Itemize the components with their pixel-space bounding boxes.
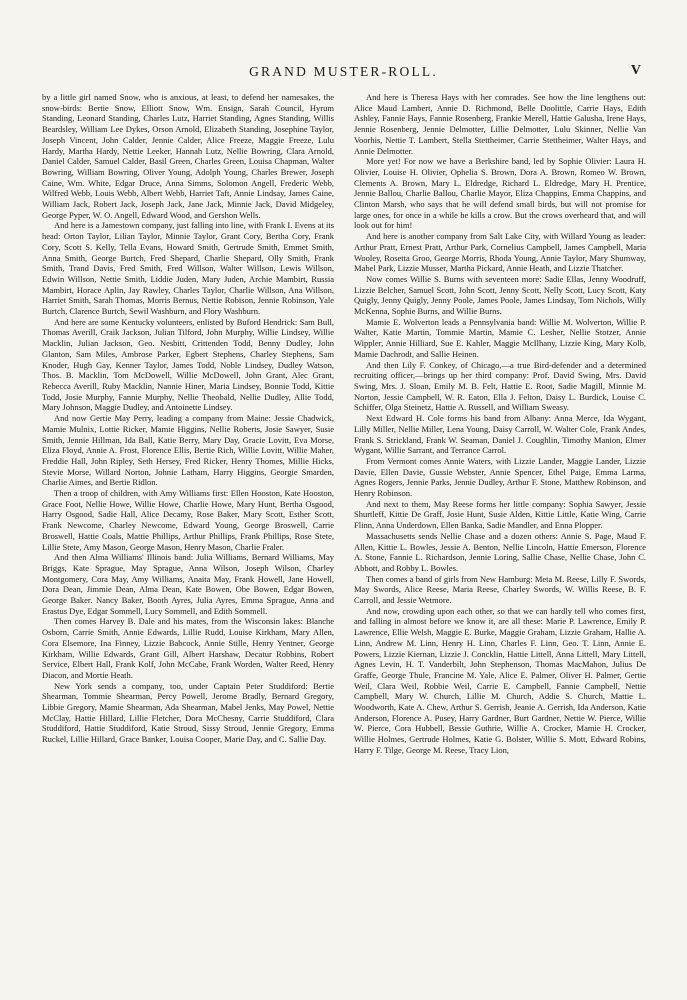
paragraph: Then a troop of children, with Amy Williams first: Ellen Hooston, Kate Hooston, Grace Foot, Nellie Howe, Willie Howe, Charlie Howe, Mary Hunt, Bertha Osgood, Harry Osgood, Sadie Hall, Alice Decamy, Rose Baker, Mary Scott, Esther Scott, Frank Newcome, Charley Newcome, Edward Young, George Broswell, Carrie Broswell, Hattie Coals, Mattie Phillips, Arthur Phillips, Frank Phillips, Rose Stete, Lillie Stete, Amy Mason, George Mason, Henry Mason, Charlie Fraler. bbox=[42, 488, 334, 552]
paragraph: by a little girl named Snow, who is anxious, at least, to defend her namesakes, the snow-birds: Bertie Snow, Elliott Snow, Wm. Ensign, Sarah Council, Hyrum Standing, Leonard Standing, Charles Lutz, Harriet Standing, Agnes Standing, Willis Beardsley, William Lee Dykes, Orson Arnold, Elizabeth Standing, Josephine Taylor, Joseph Vincent, John Calder, Jennie Calder, Alice Freeze, Maggie Freeze, Lulu Hardy, Martha Hardy, Nettie Leeker, Hannah Lutz, Nellie Bowring, Clara Arnold, Daniel Calder, Samuel Calder, Basil Green, Charles Green, Louisa Chapman, Walter Bowring, William Bowring, Oliver Young, Adolph Young, Charles Brewer, Joseph Caine, Wm. White, Edgar Druce, Anna Simms, Solomon Angell, Frederic Webb, Wilfred Webb, Louis Webb, Albert Webb, Harriet Taft, Annie Lindsay, James Caine, William Jack, Robert Jack, Joseph Jack, Jane Jack, Minnie Jack, David Midgeley, George Pyper, W. O. Angell, Edward Wood, and Gershon Wells. bbox=[42, 92, 334, 220]
paragraph: Then comes Harvey B. Dale and his mates, from the Wisconsin lakes: Blanche Osborn, Carrie Smith, Annie Edwards, Lillie Rudd, Louise Kirkham, Mary Allen, Cora Elsemore, Ina Finney, Lizzie Babcock, Annie Stille, Henry Yentner, George Kirkham, Willie Edwards, Grant Gill, Albert Harshaw, Decatur Robbins, Robert Service, Elbert Hall, Frank Kolf, John McCabe, Frank Worden, Walter Reed, Henry Diacon, and Mortie Heath. bbox=[42, 616, 334, 680]
paragraph: And here is a Jamestown company, just falling into line, with Frank I. Evens at its head: Orton Taylor, Lilian Taylor, Minnie Taylor, Grant Cory, Bertha Cory, Frank Cory, Scott S. Kelly, Tella Evans, Howard Smith, Gertrude Smith, Emmet Smith, Anna Smith, George Burtch, Fred Shepard, Charlie Shepard, Olly Smith, Frank Smith, Trand Davis, Fred Smith, Fred Willson, Walter Willson, Lewis Willson, Edwin Willson, Nettie Smith, Liddie Juden, Mary Juden, Archie Mambirt, Russia Mambirt, Horace Aplin, Jay Rawley, Charles Taylor, Charlie Willson, Ana Willson, Harriet Smith, Sarah Thomas, Morris Bernus, Nettie Robison, Jennie Robinson, Yale Burtch, Clarence Burtch, Sewil Washburn, and Flory Washburn. bbox=[42, 220, 334, 317]
paragraph: And then Alma Williams' Illinois band: Julia Williams, Bernard Williams, May Briggs, Kate Sprague, May Sprague, Anna Wilson, Joseph Wilson, Charley Montgomery, Cora May, Amy Williams, Anaita May, Frank Howell, Jane Howell, Dora Dean, Jimmie Dean, Alma Dean, Kate Bowen, Obe Bowen, Edgar Bowen, George Baker. Nancy Baker, Booth Ayres, Julia Ayres, Emma Sprague, Anna and Erastus Dye, Edgar Sommell, Lucy Sommell, and Edith Sommell. bbox=[42, 552, 334, 616]
paragraph: Next Edward H. Cole forms his band from Albany: Anna Merce, Ida Wygant, Lilly Miller, Nellie Miller, Lena Young, Daisy Carroll, W. Walter Cole, Frank Andes, Frank S. Strickland, Frank W. Seaman, Daniel J. Coughlin, Timothy Manion, Elmer Wygant, Willie Sarrant, and Terrance Carrol. bbox=[354, 413, 646, 456]
right-column bbox=[354, 92, 646, 982]
paragraph: And here is another company from Salt Lake City, with Willard Young as leader: Arthur Pratt, Ernest Pratt, Arthur Park, Cornelius Campbell, James Campbell, Maria Wooley, Rosetta Groo, George Morris, Rhoda Young, Annie Taylor, Mary Shumway, Mabel Park, Lizzie Musser, Martha Pickard, Annie Heath, and Lizzie Thatcher. bbox=[354, 231, 646, 274]
paragraph: And next to them, May Reese forms her little company: Sophia Sawyer, Jessie Shurtleff, Kittie De Graff, Josie Hunt, Susie Alden, Kittie Little, Katie Wing, Carrie Flinn, Anna Underdown, Ellen Banka, Sadie Mandler, and Enna Plopper. bbox=[354, 498, 646, 531]
paragraph: And here are some Kentucky volunteers, enlisted by Buford Hendrick: Sam Bull, Thomas Averill, Craik Jackson, Julian Tilford, John Murphy, Willie Lindsey, Willie Macklin, Julian Jackson, Geo. Nesbitt, Crittenden Todd, Benny Dudley, John Glanton, Sam Miles, Ambrose Parker, Egbert Stephens, Charley Stephens, Sam Knoder, Hugh Gay, Kenner Taylor, James Todd, Noble Lindsey, Dudley Watson, Thos. B. Macklin, Tom McDowell, Willie McDowell, John Grant, Alec Grant, Rebecca Averill, Ruby Macklin, Nannie Hiner, Maria Lindsey, Bonnie Todd, Kittie Todd, Josie Murphy, Fannie Murphy, Nellie Theobald, Nellie Dudley, Allie Todd, Mary Johnson, Maggie Dudley, and Antoinette Lindsey. bbox=[42, 316, 334, 413]
paragraph: And now Gertie May Perry, leading a company from Maine: Jessie Chadwick, Mamie Mulnix, Lottie Ricker, Mamie Higgins, Nellie Roberts, Josie Sawyer, Susie Smith, Jennie Hillman, Ida Ball, Katie Berry, Mary Day, Gracie Lovitt, Eva Morse, Eliza Floyd, Annie A. Frost, Florence Ellis, Bertie Rich, Willie Lovitt, Willie Maher, Freddie Hall, John Ripley, Seth Hersey, Fred Ricker, Henry Thomes, Millie Hicks, Stevie Morse, Willard Norton, Johnie Latham, Harry Higgins, Georgie Smarden, Charlie Aimes, and Bertie Ridlon. bbox=[42, 413, 334, 488]
paragraph: Mamie E. Wolverton leads a Pennsylvania band: Willie M. Wolverton, Willie P. Walter, Katie Martin, Tommie Martin, Mamie C. Lesher, Nellie Stotzer, Annie Wippler, Annie Hilliard, Sue E. Kahler, Maggie McIlhany, Lizzie King, Mary Kolb, Mamie Dachrodt, and Sallie Heinen. bbox=[354, 316, 646, 359]
paragraph: Then comes a band of girls from New Hamburg: Meta M. Reese, Lilly F. Swords, May Swords, Alice Reese, Maria Reese, Charley Swords, W. Willis Reese, B. F. Carroll, and Jessie Wetmore. bbox=[354, 573, 646, 606]
paragraph: Now comes Willie S. Burns with seventeen more: Sadie Ellas, Jenny Woodruff, Lizzie Belcher, Samuel Scott, John Scott, Jenny Scott, Nelly Scott, Lucy Scott, Katy Quigly, Jenny Quigly, Jenny Poole, James Poole, James Lindsay, Tom Nichols, Willy McKenna, Sophie Burns, and Willie Burns. bbox=[354, 273, 646, 317]
paragraph: And now, crowding upon each other, so that we can hardly tell who comes first, and falling in almost before we know it, are all these: Marie P. Lawrence, Emily P. Lawrence, Ellie Welsh, Maggie E. Burke, Maggie Graham, Lizzie Graham, Hallie A. Linn, Andrew M. Linn, Henry H. Linn, Charles F. Linn, Geo. T. Linn, Annie E. Powers, Lizzie Kiernan, Lizzie J. Concklin, Hattie Littell, Anna Littell, Mary Littell, Agnes Levin, H. T. Vanderbilt, John Stephenson, Thomas MacMahon, Julius De Graffe, George Thule, Francine M. Yale, Alice E. Palmer, Oliver H. Palmer, Gertie Weil, Clara Weil, Robbie Weil, Carrie E. Campbell, Fannie Campbell, Nettie Campbell, Mary W. Church, Lillie M. Church, Addie S. Church, Mattie L. Woodworth, Kate A. Chew, Arthur S. Gerrish, Jeanie A. Gerrish, Ida Anderson, Katie Anderson, Florence A. Pusey, Harry Gardner, Burt Gardner, Nettie W. Pierce, Willie W. Pierce, Cora Hubbell, Bessie Guthrie, Willie A. Crocker, Mamie H. Crocker, Willie Holmes, Gertrude Holmes, Katie G. Bolster, Willie S. Mott, Edward Robins, Harry F. Tilge, George M. Reese, Tracy Lion, bbox=[354, 605, 646, 755]
page-header bbox=[42, 64, 645, 84]
paragraph: More yet! For now we have a Berkshire band, led by Sophie Olivier: Laura H. Olivier, Louise H. Olivier, Ophelia S. Brown, Dora A. Brown, Romeo W. Brown, Clements A. Brown, Mary L. Eldredge, Richard L. Eldredge, Mary H. Prentice, Jennie Ballou, Charlie Ballou, Charlie Mayor, Eliza Chappins, Emma Chappins, and Clinton Marsh, who says that he will defend small birds, but will not promise for large ones, for once in a while he kills a crow. But the crows overheard that, and will look out for him! bbox=[354, 156, 646, 231]
paragraph: New York sends a company, too, under Captain Peter Studdiford: Bertie Shearman, Tommie Shearman, Percy Powell, Jerome Bradly, Bernard Gregory, Libbie Gregory, Mamie Shearman, Ada Shearman, Mabel Jenks, May Powel, Nettie McClay, Hattie Hillard, Lillie Fletcher, Dora McChesny, Carrie Studdiford, Clara Studdiford, Hattie Studdiford, Katie Stroud, Sissy Stroud, Jennie Gregory, Emma Ruckel, Lillie Hillard, Grace Banker, Louisa Cooper, Marie Day, and C. Sallie Day. bbox=[42, 680, 334, 745]
running-title: GRAND MUSTER-ROLL. bbox=[249, 64, 438, 79]
text-columns bbox=[42, 92, 646, 982]
paragraph: Massachusetts sends Nellie Chase and a dozen others: Annie S. Page, Maud F. Allen, Kittie L. Bowles, Jessie A. Benton, Nellie Lincoln, Hattie Emerson, Florence A. Stone, Fannie L. Richardson, Jennie Loring, Sallie Chase, Nellie Chase, John C. Abbott, and Robby L. Bowles. bbox=[354, 530, 646, 573]
page-number: V bbox=[630, 63, 641, 78]
paragraph: And here is Theresa Hays with her comrades. See how the line lengthens out: Alice Maud Lambert, Annie D. Richmond, Belle Doolittle, Carrie Hays, Edith Ashley, Fannie Hays, Fannie Rosenberg, Frankie Merell, Hattie Galusha, Irene Hays, Jennie Rosenberg, Jennie Delmotter, Lillie Delmotter, Lulu Skinner, Nellie Van Voorhis, Nettie T. Lambert, Stella Stettheimer, Carrie Stettheimer, Walter Hays, and Annie Delmotter. bbox=[354, 92, 646, 156]
paragraph: From Vermont comes Annie Waters, with Lizzie Lander, Maggie Lander, Lizzie Davie, Ellen Davie, Gussie Webster, Annie Spencer, Ethel Paige, Emma Larma, Agnes Rogers, Jennie Parks, Jennie Dudley, Arthur F. Stone, Matthew Robinson, and Henry Robinson. bbox=[354, 455, 646, 499]
left-column bbox=[42, 92, 334, 982]
paragraph: And then Lily F. Conkey, of Chicago,—a true Bird-defender and a determined recruiting officer,—brings up her third company: Prof. David Swing, Mrs. David Swing, Mrs. J. Sloan, Emily M. B. Felt, Hattie E. Root, Sadie Magill, Minnie M. Norton, Jessie Campbell, W. R. Eaton, Ella J. Felton, Daisy L. Burdick, Louise C. Schiffer, Olga Steinetz, Hattie A. Russell, and William Sweasy. bbox=[354, 359, 646, 413]
